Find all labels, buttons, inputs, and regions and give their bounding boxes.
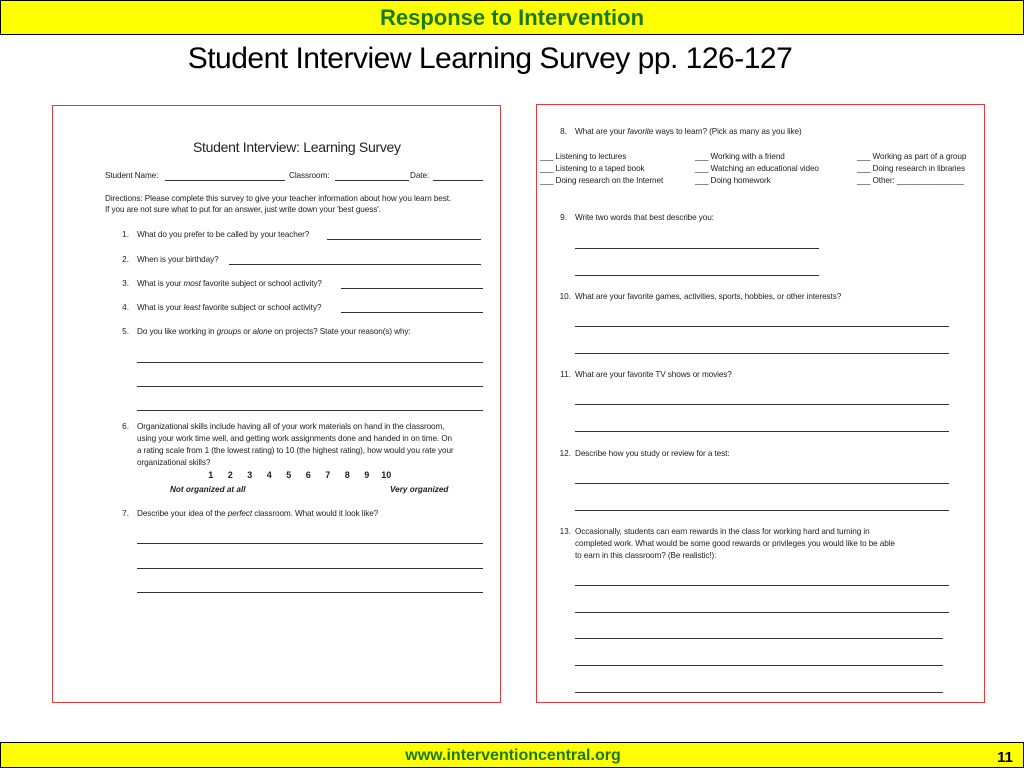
- q8-number: 8.: [560, 127, 567, 136]
- q13-text-line-1: Occasionally, students can earn rewards in the class for working hard and turning in: [575, 527, 870, 536]
- q6-text-line-1: Organizational skills include having all of your work materials on hand in the classroom,: [137, 422, 445, 431]
- footer-banner: [0, 742, 1024, 768]
- q3-answer-line: [341, 288, 483, 289]
- q10-answer-line: [575, 353, 949, 354]
- date-line: [433, 180, 483, 181]
- q13-text-line-2: completed work. What would be some good rewards or privileges you would like to be able: [575, 539, 895, 548]
- q2-answer-line: [229, 264, 481, 265]
- rating-scale-value: 10: [381, 470, 392, 480]
- survey-page-right: [536, 104, 985, 703]
- q8-option: ___ Listening to lectures: [540, 152, 627, 161]
- q5-text: Do you like working in groups or alone on projects? State your reason(s) why:: [137, 327, 411, 336]
- footer-url[interactable]: www.interventioncentral.org: [405, 747, 621, 764]
- rating-scale-value: 7: [325, 470, 331, 480]
- q10-text: What are your favorite games, activities, sports, hobbies, or other interests?: [575, 292, 842, 301]
- classroom-line: [335, 180, 409, 181]
- rating-scale-value: 4: [266, 470, 272, 480]
- q12-number: 12.: [559, 449, 571, 458]
- q5-answer-line: [137, 410, 483, 411]
- rating-scale-value: 9: [364, 470, 370, 480]
- q5-answer-line: [137, 362, 483, 363]
- q12-answer-line: [575, 483, 949, 484]
- q1-answer-line: [327, 239, 481, 240]
- slide-page-number: 11: [997, 749, 1013, 766]
- q11-number: 11.: [560, 370, 571, 379]
- student-name-line: [165, 180, 285, 181]
- top-banner: [0, 0, 1024, 35]
- q3-number: 3.: [122, 279, 129, 288]
- q5-answer-line: [137, 386, 483, 387]
- q4-number: 4.: [122, 303, 129, 312]
- q4-text: What is your least favorite subject or school activity?: [137, 303, 322, 312]
- date-label: Date:: [410, 171, 430, 180]
- q12-answer-line: [575, 510, 949, 511]
- q9-answer-line: [575, 248, 819, 249]
- rating-scale: [201, 470, 396, 480]
- q10-number: 10.: [559, 292, 571, 301]
- q13-answer-line: [575, 585, 949, 586]
- directions-line-1: Directions: Please complete this survey to give your teacher information about how you learn best.: [105, 194, 452, 203]
- q7-answer-line: [137, 592, 483, 593]
- q13-answer-line: [575, 638, 943, 639]
- q8-option: ___ Doing research in libraries: [857, 164, 965, 173]
- q9-text: Write two words that best describe you:: [575, 213, 714, 222]
- scale-low-label: Not organized at all: [170, 485, 246, 494]
- q10-answer-line: [575, 326, 949, 327]
- q1-text: What do you prefer to be called by your teacher?: [137, 230, 310, 239]
- q2-text: When is your birthday?: [137, 255, 219, 264]
- q13-answer-line: [575, 665, 943, 666]
- q3-text: What is your most favorite subject or school activity?: [137, 279, 322, 288]
- q7-number: 7.: [122, 509, 129, 518]
- q5-number: 5.: [122, 327, 129, 336]
- q8-option: ___ Watching an educational video: [695, 164, 819, 173]
- q11-answer-line: [575, 404, 949, 405]
- q6-text-line-4: organizational skills?: [137, 458, 211, 467]
- scale-high-label: Very organized: [390, 485, 449, 494]
- rating-scale-value: 6: [305, 470, 311, 480]
- student-name-label: Student Name:: [105, 171, 159, 180]
- banner-title: Response to Intervention: [379, 4, 645, 30]
- q9-number: 9.: [560, 213, 567, 222]
- q4-answer-line: [341, 312, 483, 313]
- q9-answer-line: [575, 275, 819, 276]
- q6-text-line-2: using your work time well, and getting work assignments done and handed in on time. On: [137, 434, 452, 443]
- rating-scale-value: 1: [208, 470, 214, 480]
- q8-option: ___ Other: _______________: [857, 176, 964, 185]
- q7-answer-line: [137, 568, 483, 569]
- q8-option: ___ Doing research on the Internet: [540, 176, 664, 185]
- q11-text: What are your favorite TV shows or movies?: [575, 370, 732, 379]
- rating-scale-value: 3: [247, 470, 253, 480]
- rating-scale-value: 2: [227, 470, 233, 480]
- directions-line-2: If you are not sure what to put for an answer, just write down your 'best guess'.: [105, 205, 381, 214]
- q13-text-line-3: to earn in this classroom? (Be realistic!):: [575, 551, 717, 560]
- survey-page-left: [52, 105, 501, 703]
- q8-text: What are your favorite ways to learn? (Pick as many as you like): [575, 127, 802, 136]
- q8-option: ___ Listening to a taped book: [540, 164, 645, 173]
- q7-answer-line: [137, 543, 483, 544]
- q8-option: ___ Doing homework: [695, 176, 771, 185]
- q13-answer-line: [575, 612, 949, 613]
- slide-title: Student Interview Learning Survey pp. 126-127: [187, 42, 793, 75]
- q7-text: Describe your idea of the perfect classroom. What would it look like?: [137, 509, 379, 518]
- q8-option: ___ Working as part of a group: [857, 152, 967, 161]
- rating-scale-value: 5: [286, 470, 292, 480]
- q6-text-line-3: a rating scale from 1 (the lowest rating) to 10 (the highest rating), how would you rate your: [137, 446, 454, 455]
- q12-text: Describe how you study or review for a test:: [575, 449, 730, 458]
- q1-number: 1.: [122, 230, 129, 239]
- q2-number: 2.: [122, 255, 129, 264]
- q11-answer-line: [575, 431, 949, 432]
- survey-title: Student Interview: Learning Survey: [193, 139, 401, 155]
- q13-answer-line: [575, 692, 943, 693]
- classroom-label: Classroom:: [289, 171, 330, 180]
- q13-number: 13.: [559, 527, 571, 536]
- rating-scale-value: 8: [344, 470, 350, 480]
- q8-option: ___ Working with a friend: [695, 152, 785, 161]
- q6-number: 6.: [122, 422, 129, 431]
